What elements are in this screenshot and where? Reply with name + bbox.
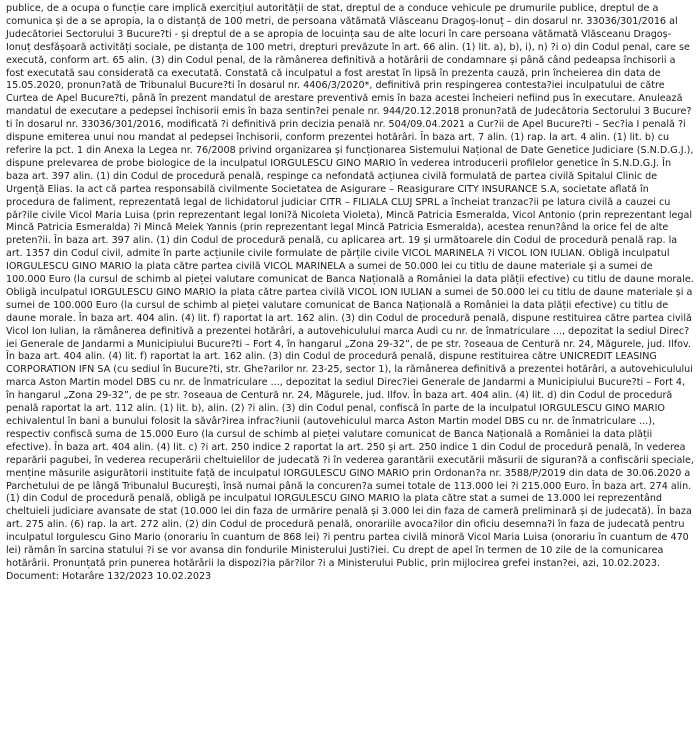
document-body-text: publice, de a ocupa o funcție care implică exercițiul autorității de stat, dreptul de a conduce vehicule pe drumurile publice, dreptul de a comunica și de a se apropia, la o distanță de 100 metri, de persoana vătămată Vlăsceanu Dragoș-Ionuț – din dosarul nr. 33036/301/2016 al Judecătoriei Sectorului 3 Bucure?ti - și dreptul de a se apropia de locuința sau de alte locuri în care persoana vătămată Vlăsceanu Dragoș-Ionuț desfășoară activități sociale, pe distanța de 100 metri, drepturi prevăzute în art. 66 alin. (1) lit. a), b), i), n) ?i o) din Codul penal, care se execută, conform art. 65 alin. (3) din Codul penal, de la rămânerea definitivă a hotărârii de condamnare și până când pedeapsa închisorii a fost executată sau considerată ca executată. Constată că inculpatul a fost arestat în lipsă în prezenta cauză, prin încheierea din data de 15.05.2020, pronun?ată de Tribunalul Bucure?ti în dosarul nr. 4406/3/2020*, definitivă prin respingerea contesta?iei inculpatului de către Curtea de Apel Bucure?ti, până în prezent mandatul de arestare preventivă emis în baza acestei încheieri nefiind pus în executare. Anulează mandatul de executare a pedepsei închisorii emis în baza sentin?ei penale nr. 944/20.12.2018 pronun?ată de Judecătoria Sectorului 3 Bucure?ti în dosarul nr. 33036/301/2016, modificată ?i definitivă prin decizia penală nr. 504/09.04.2021 a Cur?ii de Apel Bucure?ti – Sec?ia I penală ?i dispune emiterea unui nou mandat al pedepsei închisorii, conform prezentei hotărâri. În baza art. 7 alin. (1) rap. la art. 4 alin. (1) lit. b) cu referire la pct. 1 din Anexa la Legea nr. 76/2008 privind organizarea și funcționarea Sistemului Național de Date Genetice Judiciare (S.N.D.G.J.), dispune prelevarea de probe biologice de la inculpatul IORGULESCU GINO MARIO în vederea introducerii profilelor genetice în S.N.D.G.J. În baza art. 397 alin. (1) din Codul de procedură penală, respinge ca nefondată acțiunea civilă formulată de partea civilă Spitalul Clinic de Urgență Elias. Ia act că partea responsabilă civilmente Societatea de Asigurare – Reasigurare CITY INSURANCE S.A, societate aflată în procedura de faliment, reprezentată legal de lichidatorul judiciar CITR – FILIALA CLUJ SPRL a încheiat tranzac?ii pe latura civilă a cauzei cu păr?ile civile Vicol Maria Luisa (prin reprezentant legal Ioni?ă Nicoleta Violeta), Mincă Patricia Esmeralda, Vicol Antonio (prin reprezentant legal Mincă Patricia Esmeralda) ?i Mincă Melek Yannis (prin reprezentant legal Mincă Patricia Esmeralda), acestea renun?ând la orice fel de alte preten?ii. În baza art. 397 alin. (1) din Codul de procedură penală, cu aplicarea art. 19 și următoarele din Codul de procedură penală rap. la art. 1357 din Codul civil, admite în parte acțiunile civile formulate de părțile civile VICOL MARINELA ?i VICOL ION IULIAN. Obligă inculpatul IORGULESCU GINO MARIO la plata către partea civilă VICOL MARINELA a sumei de 50.000 lei cu titlu de daune materiale și a sumei de 100.000 Euro (la cursul de schimb al pieței valutare comunicat de Banca Națională a României la data plății efective) cu titlu de daune morale. Obligă inculpatul IORGULESCU GINO MARIO la plata către partea civilă VICOL ION IULIAN a sumei de 50.000 lei cu titlu de daune materiale și a sumei de 100.000 Euro (la cursul de schimb al pieței valutare comunicat de Banca Națională a României la data plății efective) cu titlu de daune morale. În baza art. 404 alin. (4) lit. f) raportat la art. 162 alin. (3) din Codul de procedură penală, dispune restituirea către partea civilă Vicol Ion Iulian, la rămânerea definitivă a prezentei hotărâri, a autovehiculului marca Audi cu nr. de înmatriculare ..., depozitat la sediul Direc?iei Generale de Jandarmi a Municipiului Bucure?ti – Fort 4, în hangarul „Zona 29-32”, de pe str. ?oseaua de Centură nr. 24, Măgurele, jud. Ilfov. În baza art. 404 alin. (4) lit. f) raportat la art. 162 alin. (3) din Codul de procedură penală, dispune restituirea către UNICREDIT LEASING CORPORATION IFN SA (cu sediul în Bucure?ti, str. Ghe?arilor nr. 23-25, sector 1), la rămânerea definitivă a prezentei hotărâri, a autovehiculului marca Aston Martin model DBS cu nr. de înmatriculare ..., depozitat la sediul Direc?iei Generale de Jandarmi a Municipiului Bucure?ti – Fort 4, în hangarul „Zona 29-32”, de pe str. ?oseaua de Centură nr. 24, Măgurele, jud. Ilfov. În baza art. 404 alin. (4) lit. d) din Codul de procedură penală raportat la art. 112 alin. (1) lit. b), alin. (2) ?i alin. (3) din Codul penal, confiscă în parte de la inculpatul IORGULESCU GINO MARIO echivalentul în bani a bunului folosit la săvâr?irea infrac?iunii (autovehiculul marca Aston Martin model DBS cu nr. de înmatriculare ...), respectiv confiscă suma de 15.000 Euro (la cursul de schimb al pieței valutare comunicat de Banca Națională a României la data plății efective). În baza art. 404 alin. (4) lit. c) ?i art. 250 indice 2 raportat la art. 250 și art. 250 indice 1 din Codul de procedură penală, în vederea reparării pagubei, în vederea recuperării cheltuielilor de judecată ?i în vederea garantării executării măsurii de siguran?ă a confiscării speciale, menține măsurile asigurătorii instituite față de inculpatul IORGULESCU GINO MARIO prin Ordonan?a nr. 3588/P/2019 din data de 30.06.2020 a Parchetului de pe lângă Tribunalul București, însă numai până la concuren?a sumei totale de 113.000 lei ?i 215.000 Euro. În baza art. 274 alin. (1) din Codul de procedură penală, obligă pe inculpatul IORGULESCU GINO MARIO la plata către stat a sumei de 13.000 lei reprezentând cheltuieli judiciare avansate de stat (10.000 lei din faza de urmărire penală și 3.000 lei din faza de cameră preliminară și de judecată). În baza art. 275 alin. (6) rap. la art. 272 alin. (2) din Codul de procedură penală, onorariile avoca?ilor din oficiu desemna?i în faza de judecată pentru inculpatul Iorgulescu Gino Mario (onorariu în cuantum de 868 lei) ?i pentru partea civilă minoră Vicol Maria Luisa (onorariu în cuantum de 470 lei) rămân în sarcina statului ?i se vor avansa din fondurile Ministerului Justi?iei. Cu drept de apel în termen de 10 zile de la comunicarea hotărârii. Pronunțată prin punerea hotărârii la dispozi?ia păr?ilor ?i a Ministerului Public, prin mijlocirea grefei instan?ei, azi, 10.02.2023. bbox=[6, 3, 694, 569]
document-footer: Document: Hotarâre 132/2023 10.02.2023 bbox=[6, 570, 212, 582]
